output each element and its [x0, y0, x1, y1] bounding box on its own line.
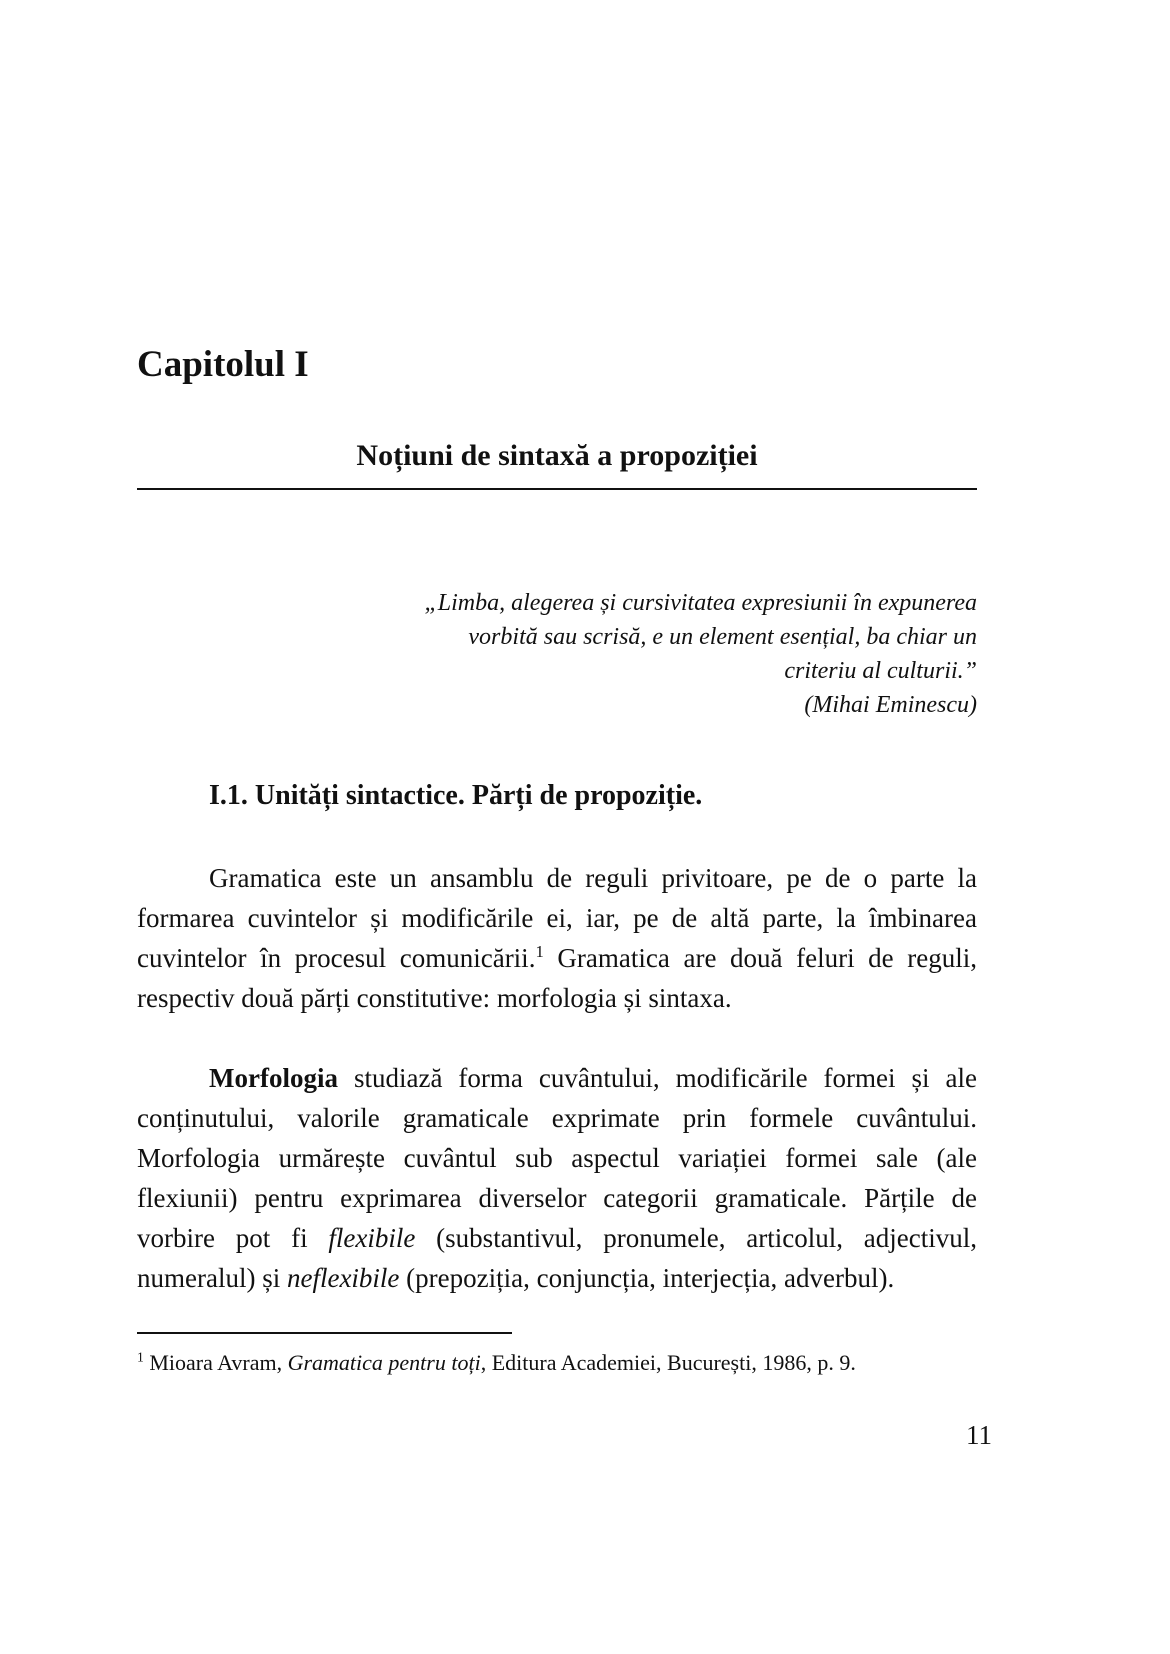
page-title: Noțiuni de sintaxă a propoziției — [137, 438, 977, 490]
quote-attribution: (Mihai Eminescu) — [804, 691, 977, 718]
body-paragraph: Gramatica este un ansamblu de reguli privitoare, pe de o parte la formarea cuvintelor și modificările ei, iar, pe de altă parte, la îmbinarea cuvintelor în procesul comunicării.$^1$ Gramatica are două feluri de reguli, respectiv două părți constitutive: morfologia și sintaxa. — [137, 862, 977, 1013]
body-paragraph: Morfologia studiază forma cuvântului, modificările formei și ale conținutului, valorile gramaticale exprimate prin formele cuvântului. Morfologia urmărește cuvântul sub aspectul variației formei sale (ale flexiunii) pentru exprimarea diverselor categorii gramaticale. Părțile de vorbire pot fi flexibile (substantivul, pronumele, articolul, adjectivul, numeralul) și neflexibile (prepoziția, conjuncția, interjecția, adverbul). — [137, 1062, 977, 1293]
footnote-rule — [137, 1332, 512, 1334]
chapter-heading: Capitolul I — [137, 344, 309, 385]
section-heading: I.1. Unități sintactice. Părți de propoziție. — [209, 779, 703, 811]
page-number: 11 — [966, 1420, 992, 1450]
quote-line: „Limba, alegerea și cursivitatea expresiunii în expunerea — [424, 589, 977, 616]
quote-block — [137, 586, 977, 722]
quote-line: vorbită sau scrisă, e un element esențial, ba chiar un — [468, 623, 977, 650]
footnote: $^1$ Mioara Avram, Gramatica pentru toți, Editura Academiei, București, 1986, p. 9. — [137, 1349, 856, 1375]
quote-line: criteriu al culturii.” — [784, 657, 977, 684]
